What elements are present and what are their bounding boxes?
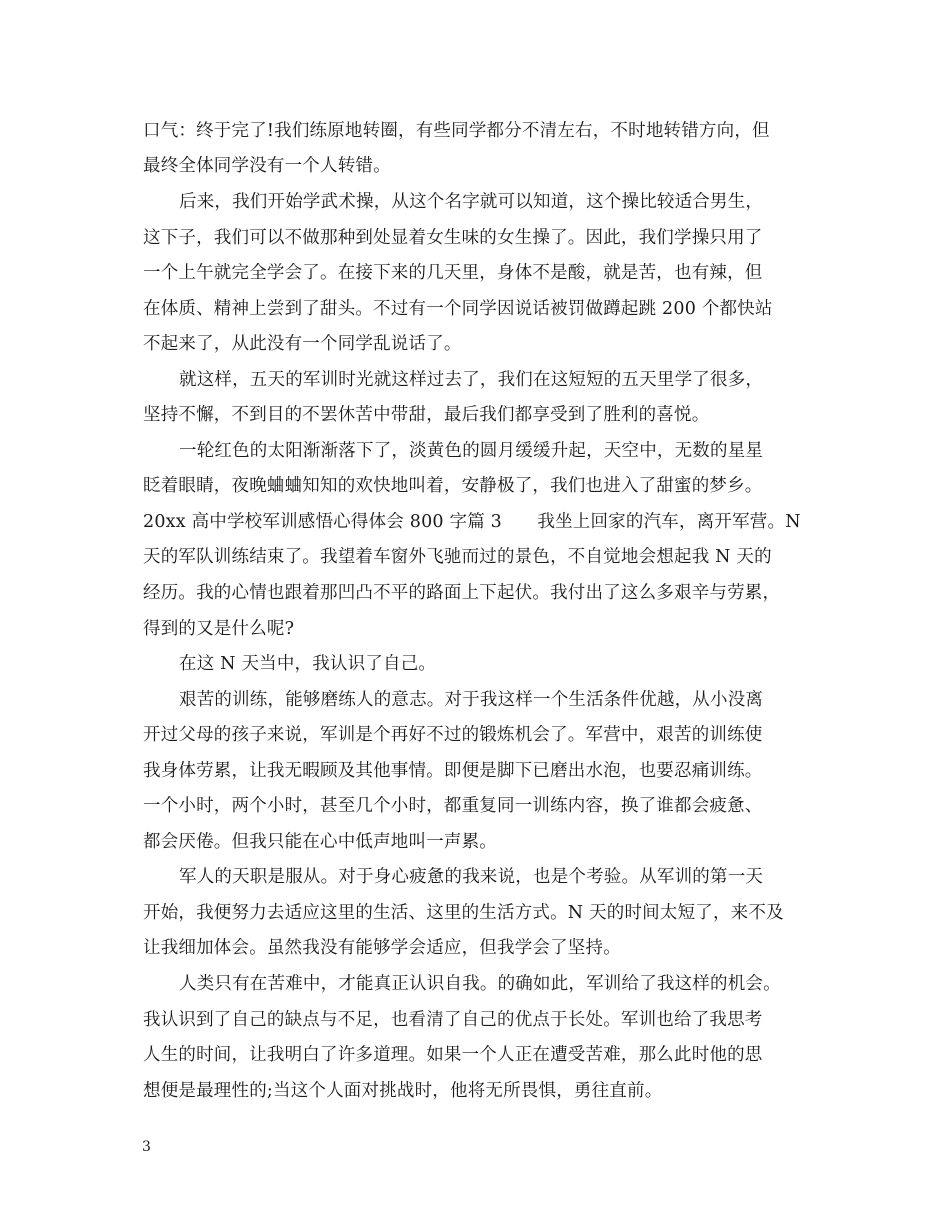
text-line: 我认识到了自己的缺点与不足，也看清了自己的优点于长处。军训也给了我思考 — [143, 1010, 763, 1030]
text-line: 想便是最理性的;当这个人面对挑战时，他将无所畏惧，勇往直前。 — [143, 1081, 663, 1101]
text-line: 后来，我们开始学武术操，从这个名字就可以知道，这个操比较适合男生， — [179, 192, 764, 212]
text-line: 眨着眼睛，夜晚蛐蛐知知的欢快地叫着，安静极了，我们也进入了甜蜜的梦乡。 — [143, 476, 763, 496]
text-line: 都会厌倦。但我只能在心中低声地叫一声累。 — [143, 832, 497, 852]
text-line: 开始，我便努力去适应这里的生活、这里的生活方式。N 天的时间太短了，来不及 — [143, 903, 784, 923]
text-line: 一个小时，两个小时，甚至几个小时，都重复同一训练内容，换了谁都会疲惫、 — [143, 796, 763, 816]
text-line: 艰苦的训练，能够磨练人的意志。对于我这样一个生活条件优越，从小没离 — [179, 690, 764, 710]
text-line: 最终全体同学没有一个人转错。 — [143, 156, 391, 176]
text-line: 坚持不懈，不到目的不罢休苦中带甜，最后我们都享受到了胜利的喜悦。 — [143, 405, 710, 425]
text-line: 经历。我的心情也跟着那凹凸不平的路面上下起伏。我付出了这么多艰辛与劳累， — [143, 583, 781, 603]
text-line: 军人的天职是服从。对于身心疲惫的我来说，也是个考验。从军训的第一天 — [179, 867, 764, 887]
text-line: 不起来了，从此没有一个同学乱说话了。 — [143, 334, 462, 354]
text-line: 在这 N 天当中，我认识了自己。 — [179, 654, 437, 674]
text-line: 就这样，五天的军训时光就这样过去了，我们在这短短的五天里学了很多， — [179, 370, 764, 390]
text-line: 在体质、精神上尝到了甜头。不过有一个同学因说话被罚做蹲起跳 200 个都快站 — [143, 299, 773, 319]
text-line: 人类只有在苦难中，才能真正认识自我。的确如此，军训给了我这样的机会。 — [179, 974, 781, 994]
text-line: 天的军队训练结束了。我望着车窗外飞驰而过的景色，不自觉地会想起我 N 天的 — [143, 547, 772, 567]
text-line: 这下子，我们可以不做那种到处显着女生味的女生操了。因此，我们学操只用了 — [143, 228, 763, 248]
text-line: 一轮红色的太阳渐渐落下了，淡黄色的圆月缓缓升起，天空中，无数的星星 — [179, 441, 764, 461]
text-line: 让我细加体会。虽然我没有能够学会适应，但我学会了坚持。 — [143, 938, 621, 958]
text-line: 口气：终于完了!我们练原地转圈，有些同学都分不清左右，不时地转错方向，但 — [143, 121, 770, 141]
text-line: 人生的时间，让我明白了许多道理。如果一个人正在遭受苦难，那么此时他的思 — [143, 1045, 763, 1065]
page-number: 3 — [142, 1139, 151, 1155]
text-line: 20xx 高中学校军训感悟心得体会 800 字篇 3 我坐上回家的汽车，离开军营。N — [143, 512, 801, 532]
text-line: 得到的又是什么呢? — [143, 619, 295, 639]
text-line: 开过父母的孩子来说，军训是个再好不过的锻炼机会了。军营中，艰苦的训练使 — [143, 725, 763, 745]
text-line: 一个上午就完全学会了。在接下来的几天里，身体不是酸，就是苦，也有辣，但 — [143, 263, 763, 283]
text-line: 我身体劳累，让我无暇顾及其他事情。即便是脚下已磨出水泡，也要忍痛训练。 — [143, 761, 763, 781]
